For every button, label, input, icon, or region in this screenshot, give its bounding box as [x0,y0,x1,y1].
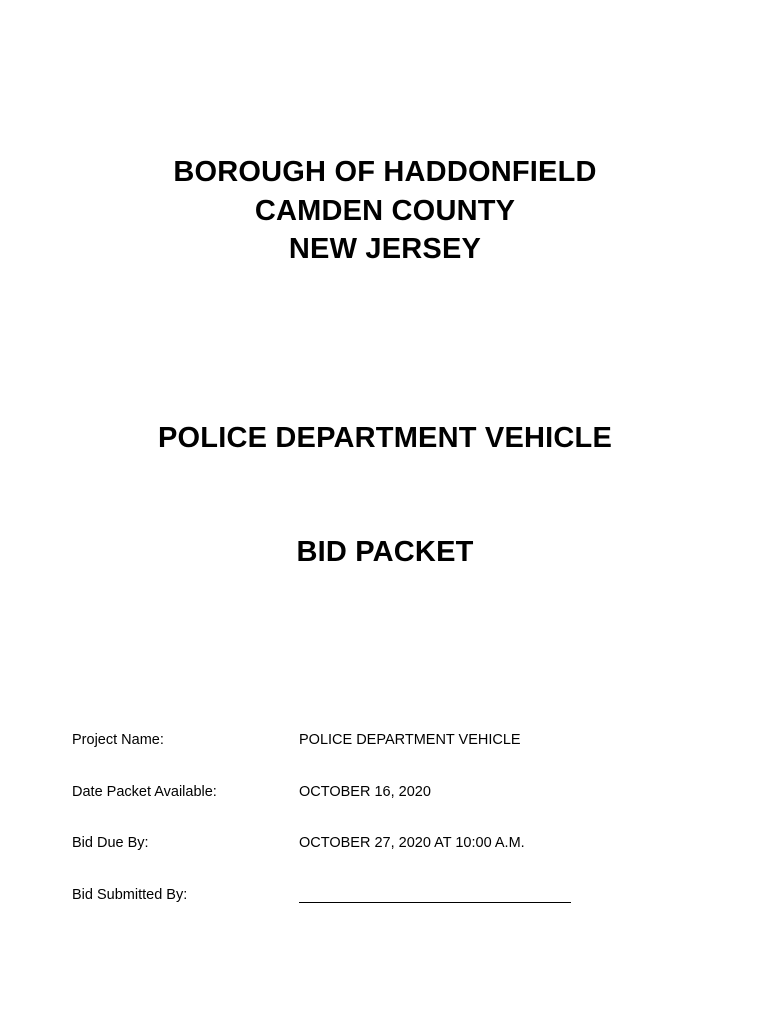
bid-submitted-row [0,884,770,906]
state-name: NEW JERSEY [288,233,482,265]
document-title: BID PACKET [296,536,474,568]
county-name: CAMDEN COUNTY [254,194,516,227]
date-available-label: Date Packet Available: [72,784,217,800]
project-name-value: POLICE DEPARTMENT VEHICLE [299,732,521,748]
date-available-value: OCTOBER 16, 2020 [299,784,431,800]
project-title: POLICE DEPARTMENT VEHICLE [158,422,612,454]
project-name-row [0,729,770,751]
bid-due-value: OCTOBER 27, 2020 AT 10:00 A.M. [299,835,525,851]
document-header [0,153,770,269]
signature-line[interactable] [299,902,571,903]
project-name-label: Project Name: [72,732,164,748]
bid-due-row [0,832,770,854]
date-available-row [0,781,770,803]
bid-submitted-label: Bid Submitted By: [72,887,188,903]
municipality-name: BOROUGH OF HADDONFIELD [173,156,597,188]
bid-due-label: Bid Due By: [72,835,149,851]
